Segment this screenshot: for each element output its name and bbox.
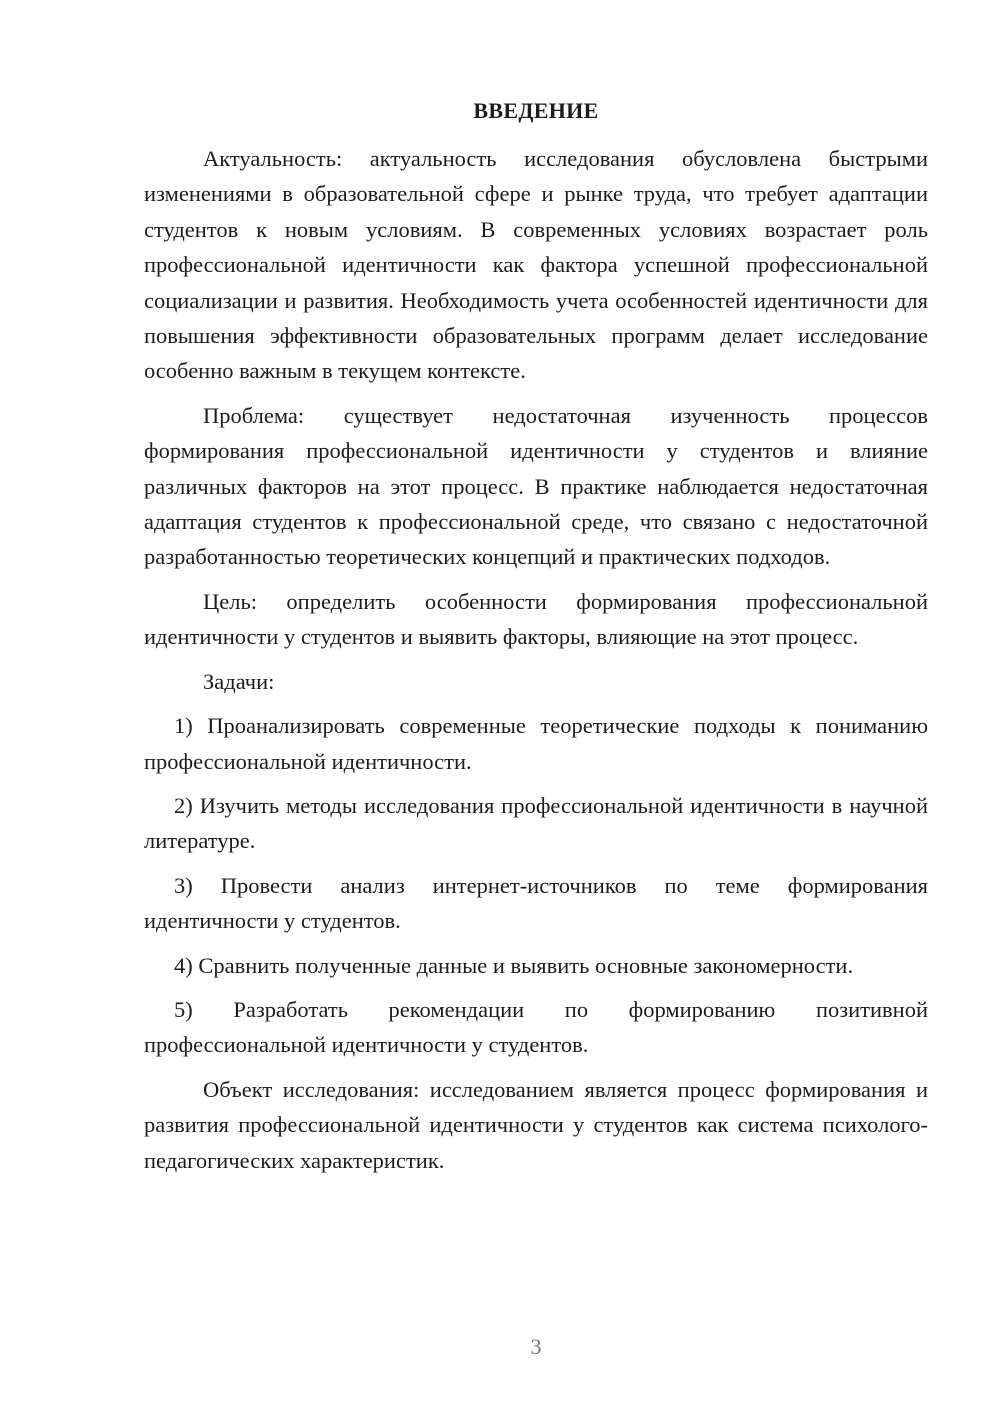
task-item-3: 3) Провести анализ интернет-источников по теме формирования идентичности у студентов. [144, 872, 928, 934]
page-number: 3 [530, 1334, 542, 1359]
task-item-1: 1) Проанализировать современные теоретические подходы к пониманию профессиональной идентичности. [144, 713, 928, 774]
section-heading: ВВЕДЕНИЕ [473, 98, 599, 123]
object-paragraph: Объект исследования: исследованием является процесс формирования и развития профессиональной идентичности у студентов как система психолого-педагогических характеристик. [144, 1076, 928, 1173]
tasks-label: Задачи: [203, 668, 275, 694]
problem-paragraph: Проблема: существует недостаточная изученность процессов формирования профессиональной идентичности у студентов и влияние различных факторов на этот процесс. В практике наблюдается недостаточная адаптация студентов к профессиональной среде, что связано с недостаточной разработанностью теоретических концепций и практических подходов. [144, 402, 928, 570]
goal-paragraph: Цель: определить особенности формирования профессиональной идентичности у студентов и выявить факторы, влияющие на этот процесс. [144, 588, 928, 650]
task-item-2: 2) Изучить методы исследования профессиональной идентичности в научной литературе. [144, 792, 928, 854]
task-item-5: 5) Разработать рекомендации по формированию позитивной профессиональной идентичности у студентов. [144, 996, 928, 1058]
task-item-4: 4) Сравнить полученные данные и выявить основные закономерности. [174, 952, 854, 978]
page-body [144, 141, 928, 1187]
relevance-paragraph: Актуальность: актуальность исследования обусловлена быстрыми изменениями в образовательной сфере и рынке труда, что требует адаптации студентов к новым условиям. В современных условиях возрастает роль профессиональной идентичности как фактора успешной профессиональной социализации и развития. Необходимость учета особенностей идентичности для повышения эффективности образовательных программ делает исследование особенно важным в текущем контексте. [144, 146, 928, 384]
